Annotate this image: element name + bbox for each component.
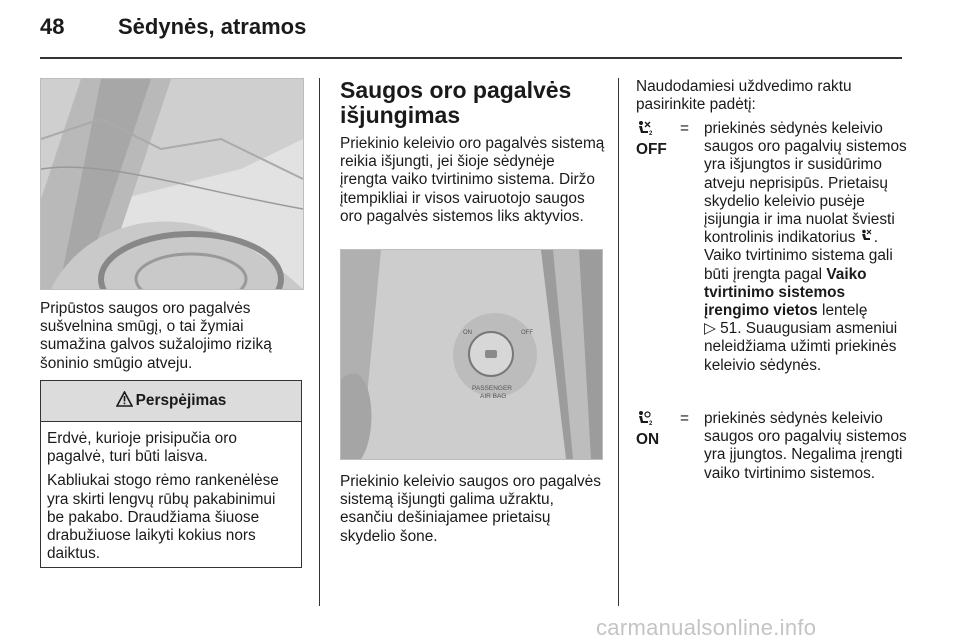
warning-body (41, 422, 301, 563)
section-heading: Saugos oro pagalvės išjungimas (340, 77, 572, 128)
equals-sign: = (680, 410, 689, 427)
switch-label-airbag: AIR BAG (480, 393, 507, 400)
column-divider (319, 78, 320, 606)
header-rule (40, 57, 902, 59)
svg-text:2: 2 (649, 131, 653, 136)
svg-text:2: 2 (649, 421, 653, 426)
equals-sign: = (680, 120, 689, 137)
warning-header (41, 381, 301, 422)
section-intro: Priekinio keleivio oro pagalvės sistemą reikia išjungti, jei šioje sėdynėje įrengta vaiko tvirtinimo sistema. Diržo įtempikliai ir visos vairuotojo saugos oro pagalvės sistemos liks aktyvios. (340, 135, 605, 225)
column-divider (618, 78, 619, 606)
on-label: ON (636, 431, 660, 449)
page-reference[interactable]: 51. Suaugusiam asmeniui neleidžiama užimti priekinės keleivio sėdynės. (704, 320, 898, 374)
position-intro: Naudodamiesi uždvedimo raktu pasirinkite padėtį: (636, 78, 852, 114)
airbag-off-icon (636, 120, 676, 141)
indicator-icon (860, 229, 874, 247)
page-ref-arrow-icon: ▷ (704, 320, 716, 338)
airbag-on-icon (636, 410, 676, 431)
curtain-airbag-caption: Pripūstos saugos oro pagalvės sušvelnina smūgį, o tai žymiai sumažina galvos sužalojimo riziką šoninio smūgio atveju. (40, 300, 272, 372)
page-number: 48 (40, 14, 65, 39)
off-description: priekinės sėdynės keleivio saugos oro pagalvių sistemos yra išjungtos ir susidūrimo atveju neprisipūs. Prietaisų skydelio keleivio pusėje įsijungia ir ima nuolat šviesti kontrolinis indikatorius . Vaiko tvirtinimo sistema gali būti įrengta pagal Vaiko tvirtinimo sistemos įrengimo vietos lentelę ▷ 51. Suaugusiam asmeniui neleidžiama užimti priekinės keleivio sėdynės. (704, 120, 907, 374)
warning-box (40, 380, 302, 568)
switch-label-passenger: PASSENGER (472, 385, 512, 392)
switch-label-off: OFF (521, 330, 533, 336)
switch-label-on: ON (463, 330, 472, 336)
watermark: carmanualsonline.info (596, 615, 817, 640)
airbag-curtain-illustration (40, 78, 304, 290)
page-title: Sėdynės, atramos (118, 14, 307, 39)
on-description: priekinės sėdynės keleivio saugos oro pagalvių sistemos yra įjungtos. Negalima įrengti vaiko tvirtinimo sistemos. (704, 410, 907, 482)
airbag-switch-photo (340, 249, 603, 460)
warning-title: Perspėjimas (135, 392, 227, 409)
off-label: OFF (636, 141, 667, 159)
warning-paragraph: Erdvė, kurioje prisipučia oro pagalvė, turi būti laisva. (47, 430, 237, 466)
warning-paragraph: Kabliukai stogo rėmo rankenėlėse yra skirti lengvų rūbų pakabinimui be pakabo. Draudžiama šiuose drabužiuose laikyti kokius nors daiktus. (47, 472, 279, 563)
child-seat-table-link[interactable]: Vaiko tvirtinimo sistemos įrengimo vietos (704, 265, 867, 320)
switch-caption: Priekinio keleivio saugos oro pagalvės sistemą išjungti galima užraktu, esančiu dešiniajamee prietaisų skydelio šone. (340, 473, 601, 545)
warning-triangle-icon (116, 391, 133, 412)
